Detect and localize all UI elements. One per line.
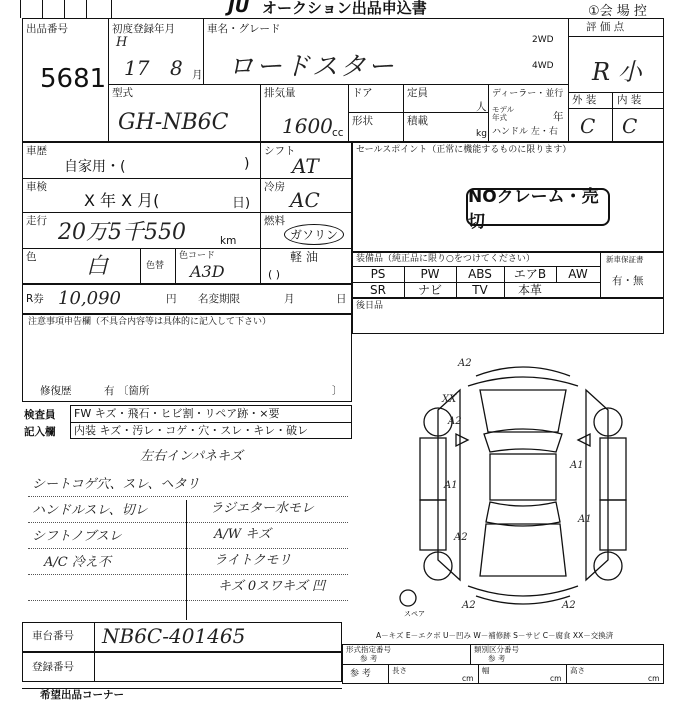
warranty-label: 新車保証書 <box>606 255 644 264</box>
notes-label: 注意事項申告欄（不具合内容等は具体的に記入して下さい） <box>28 317 272 327</box>
equipment-item-r2-2: TV <box>472 283 488 297</box>
aircon-value: AC <box>290 188 320 212</box>
repair-value: 有 〔箇所 <box>104 385 150 397</box>
mark-a1-lower: A1 <box>578 514 592 525</box>
form-title: オークション出品申込書 <box>262 0 427 17</box>
inspector-line-1: FW キズ・飛石・ヒビ割・リペア跡・×要 <box>74 407 280 420</box>
mark-a2-left: A2 <box>448 416 462 427</box>
equipment-label: 装備品（純正品に限り○をつけてください） <box>356 254 535 264</box>
note-line-6: ラジエター水モレ <box>210 501 315 516</box>
mark-front: A2 <box>458 358 472 369</box>
length-cm: cm <box>462 674 474 683</box>
capacity-unit: 人 <box>476 101 487 113</box>
later-items-section <box>352 298 664 334</box>
fuel-value: ガソリン <box>284 224 344 245</box>
chassis-label: 車台番号 <box>32 630 74 642</box>
mark-xx: XX <box>442 394 457 405</box>
cert-label: 形式指定番号 <box>346 645 391 654</box>
door-label: ドア <box>352 87 373 99</box>
color-value: 白 <box>86 254 109 279</box>
equipment-item-r2-0: SR <box>370 283 386 297</box>
cert-ref: 参 考 <box>360 654 378 663</box>
note-line-5: A/C 冷え不 <box>44 555 111 570</box>
spare-label: スペア <box>404 610 425 618</box>
note-line-7: A/W キズ <box>214 527 272 542</box>
footer-corner-label: 希望出品コーナー <box>40 689 124 701</box>
ext-grade: C <box>580 114 596 138</box>
name-change-label: 名変期限 <box>198 293 240 305</box>
drive-2wd: 2WD <box>532 35 554 45</box>
mark-rear-left: A2 <box>462 600 476 611</box>
score-label: 評 価 点 <box>586 21 625 33</box>
handle-label: ハンドル 左・右 <box>492 127 558 137</box>
class-label: 類別区分番号 <box>474 645 519 654</box>
note-line-9: キズ 0スワキズ 凹 <box>218 579 326 594</box>
width-label: 幅 <box>482 666 490 675</box>
year-unit: 年 <box>553 111 564 123</box>
top-grid <box>20 0 112 18</box>
damage-legend: A－キズ E－エクボ U－凹み W－補修跡 S－サビ C－腐食 XX－交換済 <box>376 631 614 640</box>
inspector-label-2: 記入欄 <box>24 426 56 438</box>
equipment-item-r1-2: ABS <box>468 267 492 281</box>
inspection-value: X 年 X 月( <box>84 191 160 210</box>
month-value: 8 <box>170 56 183 80</box>
yen-unit: 円 <box>166 293 177 305</box>
color-code-value: A3D <box>190 262 225 281</box>
no-claim-stamp: NOクレーム・売切 <box>466 188 610 226</box>
mark-a1-left: A1 <box>444 480 458 491</box>
recycle-value: 10,090 <box>58 288 121 309</box>
width-cm: cm <box>550 674 562 683</box>
equipment-item-r1-0: PS <box>370 267 386 281</box>
score-value: R 小 <box>592 58 642 86</box>
displacement-label: 排気量 <box>264 87 296 99</box>
car-name-value: ロードスター <box>228 52 396 82</box>
equipment-item-r1-4: AW <box>568 267 588 281</box>
mileage-label: 走行 <box>26 215 47 227</box>
equipment-item-r1-3: エアB <box>513 267 547 281</box>
length-label: 長さ <box>392 666 407 675</box>
note-line-8: ライトクモリ <box>214 553 292 568</box>
inspector-line-2: 内装 キズ・汚レ・コゲ・穴・スレ・キレ・破レ <box>74 424 309 437</box>
equipment-item-r2-3: 本革 <box>517 283 542 297</box>
dealer-label: ディーラー・並行 <box>492 89 564 99</box>
venue-copy-label: ①会 場 控 <box>588 4 647 19</box>
note-line-3: ハンドルスレ、切レ <box>32 503 148 518</box>
repair-close: 〕 <box>332 385 343 397</box>
lot-no-label: 出品番号 <box>26 23 68 35</box>
registration-label: 登録番号 <box>32 661 74 673</box>
class-ref: 参 考 <box>488 654 506 663</box>
color-no-label: 色替 <box>146 261 165 271</box>
load-label: 積載 <box>407 115 428 127</box>
later-items-label: 後日品 <box>356 301 384 311</box>
model-label: 型式 <box>112 87 133 99</box>
mark-rear-right: A2 <box>562 600 576 611</box>
equipment-item-r1-1: PW <box>420 267 440 281</box>
first-reg-label: 初度登録年月 <box>112 23 175 35</box>
inspection-label: 車検 <box>26 181 47 193</box>
capacity-label: 定員 <box>407 87 428 99</box>
era-value: H <box>116 35 128 50</box>
model-value: GH-NB6C <box>118 110 229 135</box>
note-line-2: シートコゲ穴、スレ、ヘタリ <box>32 477 200 492</box>
ext-label: 外 装 <box>572 94 597 106</box>
load-unit: kg <box>476 129 487 139</box>
day-label: 日 <box>336 293 347 305</box>
fuel-label: 燃料 <box>264 215 285 227</box>
color-code-label: 色コード <box>179 251 216 261</box>
height-cm: cm <box>648 674 660 683</box>
shape-label: 形状 <box>352 115 373 127</box>
inspection-day: 日) <box>232 196 251 211</box>
note-line-1: 左右インパネキズ <box>140 449 243 464</box>
int-grade: C <box>622 114 638 138</box>
shift-value: AT <box>292 154 319 178</box>
year-value: 17 <box>124 56 150 80</box>
displacement-value: 1600 <box>282 114 333 138</box>
inspector-label-1: 検査員 <box>24 409 56 421</box>
warranty-value: 有・無 <box>612 275 644 287</box>
month-label: 月 <box>284 293 295 305</box>
usage-close: ) <box>244 156 250 172</box>
mark-a2-lower: A2 <box>454 532 468 543</box>
usage-value: 自家用・( <box>64 159 126 175</box>
fuel-alt: 軽 油 <box>290 250 318 264</box>
note-line-4: シフトノブスレ <box>32 529 122 544</box>
chassis-value: NB6C-401465 <box>102 624 246 648</box>
car-name-label: 車名・グレード <box>207 23 281 35</box>
aircon-label: 冷房 <box>264 181 285 193</box>
month-unit: 月 <box>192 69 203 81</box>
fuel-paren: ( ) <box>268 268 281 281</box>
repair-label: 修復歴 <box>40 385 72 397</box>
equipment-item-r2-1: ナビ <box>417 283 442 297</box>
car-damage-diagram <box>398 350 648 630</box>
recycle-label: R券 <box>26 293 44 305</box>
ref-label: 参 考 <box>350 669 371 679</box>
int-label: 内 装 <box>617 94 642 106</box>
mark-a1-right: A1 <box>570 460 584 471</box>
sales-point-label: セールスポイント（正常に機能するものに限ります） <box>356 145 572 155</box>
shift-label: シフト <box>264 145 296 157</box>
color-label: 色 <box>26 251 37 263</box>
lot-no-value: 5681 <box>40 64 107 94</box>
usage-label: 車歴 <box>26 145 47 157</box>
drive-4wd: 4WD <box>532 61 554 71</box>
model-year-label: モデル 年式 <box>492 105 515 122</box>
height-label: 高さ <box>570 666 585 675</box>
cc-unit: cc <box>332 127 344 139</box>
km-unit: km <box>220 235 237 247</box>
mileage-value: 20万5千550 <box>58 220 186 245</box>
header-logo: JU <box>228 0 250 17</box>
